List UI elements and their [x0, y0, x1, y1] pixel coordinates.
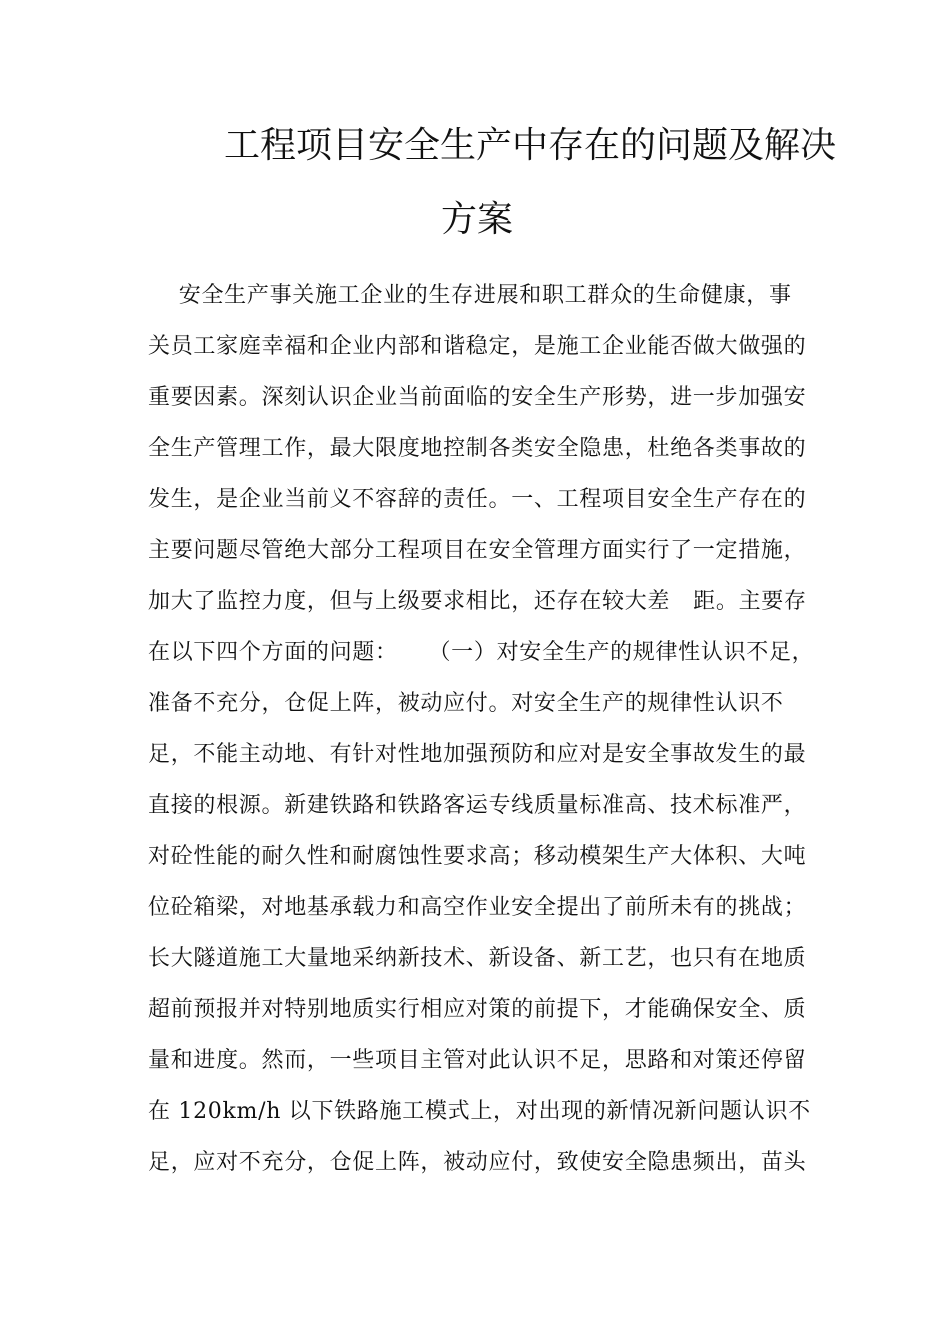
body-line: 安全生产事关施工企业的生存进展和职工群众的生命健康，事	[148, 283, 792, 308]
body-line: 加大了监控力度，但与上级要求相比，还存在较大差 距。主要存	[148, 589, 807, 614]
body-line: 足，应对不充分，仓促上阵，被动应付，致使安全隐患频出，苗头	[148, 1150, 807, 1175]
body-line: 足，不能主动地、有针对性地加强预防和应对是安全事故发生的最	[148, 742, 807, 767]
body-line: 全生产管理工作，最大限度地控制各类安全隐患，杜绝各类事故的	[148, 436, 807, 461]
body-line: 准备不充分，仓促上阵，被动应付。对安全生产的规律性认识不	[148, 691, 784, 716]
body-line: 在 120km/h 以下铁路施工模式上，对出现的新情况新问题认识不	[148, 1099, 811, 1124]
body-line: 关员工家庭幸福和企业内部和谐稳定，是施工企业能否做大做强的	[148, 334, 807, 359]
body-line: 对砼性能的耐久性和耐腐蚀性要求高；移动模架生产大体积、大吨	[148, 844, 807, 869]
body-line: 在以下四个方面的问题： （一）对安全生产的规律性认识不足，	[148, 640, 815, 665]
body-line: 长大隧道施工大量地采纳新技术、新设备、新工艺，也只有在地质	[148, 946, 807, 971]
document-title-line-2: 方案	[441, 199, 514, 240]
body-line: 发生，是企业当前义不容辞的责任。一、工程项目安全生产存在的	[148, 487, 807, 512]
document-title-line-1: 工程项目安全生产中存在的问题及解决	[224, 125, 837, 166]
body-line: 直接的根源。新建铁路和铁路客运专线质量标准高、技术标准严，	[148, 793, 807, 818]
body-line: 量和进度。然而，一些项目主管对此认识不足，思路和对策还停留	[148, 1048, 807, 1073]
body-line: 主要问题尽管绝大部分工程项目在安全管理方面实行了一定措施，	[148, 538, 807, 563]
body-line: 超前预报并对特别地质实行相应对策的前提下，才能确保安全、质	[148, 997, 807, 1022]
body-line: 重要因素。深刻认识企业当前面临的安全生产形势，进一步加强安	[148, 385, 807, 410]
body-line: 位砼箱梁，对地基承载力和高空作业安全提出了前所未有的挑战；	[148, 895, 807, 920]
